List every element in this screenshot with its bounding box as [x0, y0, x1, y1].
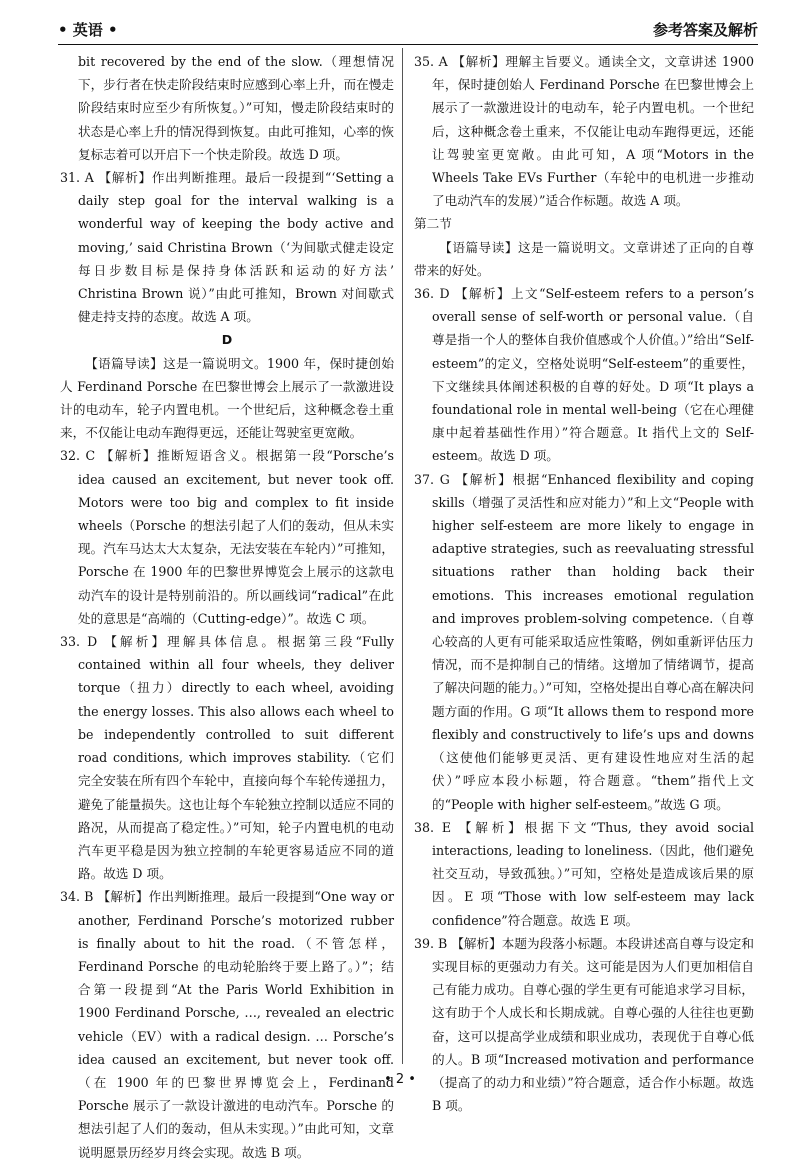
- right-column: [414, 50, 754, 1117]
- left-column: [60, 50, 394, 1164]
- reading-guide-2: 【语篇导读】这是一篇说明文。文章讲述了正向的自尊带来的好处。: [414, 239, 754, 278]
- column-divider: [402, 48, 403, 1064]
- header-subject: • 英语 •: [58, 21, 118, 39]
- reading-guide-d: 【语篇导读】这是一篇说明文。1900 年，保时捷创始人 Ferdinand Porsche 在巴黎世博会上展示了一款激进设计的电动车，轮子内置电机。一个世纪后，这种概念卷土重来，不仅能让电动车跑得更远，还能让驾驶室更宽敞。: [60, 355, 394, 441]
- answer-33: 33. D 【解析】理解具体信息。根据第三段“Fully contained within all four wheels, they deliver torque（扭力）directly to each wheel, avoiding the energy losses. This also allows each wheel to be independently controlled to suit different road conditions, which improves stability.（它们完全安装在所有四个车轮中，直接向每个车轮传递扭力，避免了能量损失。这也让每个车轮独立控制以适应不同的路况，从而提高了稳定性。）”可知，轮子内置电机的电动汽车更平稳是因为独立控制的车轮更容易适应不同的道路。故选 D 项。: [60, 634, 394, 882]
- answer-31: 31. A 【解析】作出判断推理。最后一段提到“‘Setting a daily step goal for the interval walking is a wonderful way of keeping the body active and moving,’ said Christina Brown（‘为间歇式健走设定每日步数目标是保持身体活跃和运动的好方法’ Christina Brown 说）”由此可推知，Brown 对间歇式健走持支持的态度。故选 A 项。: [60, 170, 394, 325]
- header-title: 参考答案及解析: [652, 21, 758, 39]
- section-2-heading: 第二节: [414, 216, 452, 232]
- answer-39: 39. B 【解析】本题为段落小标题。本段讲述高自尊与设定和实现目标的更强动力有关。这可能是因为人们更加相信自己有能力成功。自尊心强的学生更有可能追求学习目标，这有助于个人成长和长期成就。自尊心强的人往往也更勤奋，这可以提高学业成绩和职业成功，表现优于自尊心低的人。B 项“Increased motivation and performance（提高了的动力和业绩）”符合题意，适合作小标题。故选 B 项。: [414, 935, 754, 1114]
- answer-34: 34. B 【解析】作出判断推理。最后一段提到“One way or another, Ferdinand Porsche’s motorized rubber is finally about to hit the road.（不管怎样，Ferdinand Porsche 的电动轮胎终于要上路了。）”；结合第一段提到“At the Paris World Exhibition in 1900 Ferdinand Porsche, …, revealed an electric vehicle（EV）with a radical design. … Porsche’s idea caused an excitement, but never took off.（在 1900 年的巴黎世界博览会上，Ferdinand Porsche 展示了一款设计激进的电动汽车。Porsche 的想法引起了人们的轰动，但从未实现。）”由此可知，文章说明愿景历经岁月终会实现。故选 B 项。: [60, 889, 394, 1160]
- section-d-heading: D: [221, 332, 233, 348]
- answer-35: 35. A 【解析】理解主旨要义。通读全文，文章讲述 1900 年，保时捷创始人 Ferdinand Porsche 在巴黎世博会上展示了一款激进设计的电动车，轮子内置电机。一个世纪后，这种概念卷土重来，不仅能让电动车跑得更远，还能让驾驶室更宽敞。由此可知，A 项“Motors in the Wheels Take EVs Further（车轮中的电机进一步推动了电动汽车的发展）”适合作标题。故选 A 项。: [414, 54, 754, 209]
- answer-36: 36. D 【解析】上文“Self-esteem refers to a person’s overall sense of self-worth or personal value.（自尊是指一个人的整体自我价值感或个人价值。）”给出“Self-esteem”的定义，空格处说明“Self-esteem”的重要性，下文继续具体阐述积极的自尊的好处。D 项“It plays a foundational role in mental well-being（它在心理健康中起着基础性作用）”符合题意。It 指代上文的 Self-esteem。故选 D 项。: [414, 286, 754, 464]
- page-header: [58, 16, 758, 40]
- header-rule: [58, 44, 758, 45]
- answer-32: 32. C 【解析】推断短语含义。根据第一段“Porsche’s idea caused an excitement, but never took off. Motors were too big and complex to fit inside wheels（Porsche 的想法引起了人们的轰动，但从未实现。汽车马达太大太复杂，无法安装在车轮内）”可推知，Porsche 在 1900 年的巴黎世界博览会上展示的这款电动汽车的设计是特别前沿的。所以画线词“radical”在此处的意思是“高端的（Cutting-edge）”。故选 C 项。: [60, 448, 394, 626]
- page-number: • 2 •: [384, 1072, 416, 1087]
- answer-37: 37. G 【解析】根据“Enhanced flexibility and coping skills（增强了灵活性和应对能力）”和上文“People with higher self-esteem are more likely to engage in adaptive strategies, such as reevaluating stressful situations rather than holding back their emotions. This increases emotional regulation and improves problem-solving competence.（自尊心较高的人更有可能采取适应性策略，例如重新评估压力情况，而不是抑制自己的情绪。这增加了情绪调节，提高了解决问题的能力。）”可知，空格处提出自尊心高在解决问题方面的作用。G 项“It allows them to respond more flexibly and constructively to life’s ups and downs（这使他们能够更灵活、更有建设性地应对生活的起伏）”呼应本段小标题，符合题意。“them”指代上文的“People with higher self-esteem。”故选 G 项。: [414, 471, 754, 812]
- continued-explanation: bit recovered by the end of the slow.（理想情况下，步行者在快走阶段结束时应感到心率上升，而在慢走阶段结束时应至少有所恢复。）”可知，慢走阶段结束时的状态是心率上升的情况得到恢复。由此可推知，心率的恢复标志着可以开启下一个快走阶段。故选 D 项。: [78, 54, 394, 162]
- answer-38: 38. E 【解析】根据下文“Thus, they avoid social interactions, leading to loneliness.（因此，他们避免社交互动，导致孤独。）”可知，空格处是造成该后果的原因。E 项“Those with low self-esteem may lack confidence”符合题意。故选 E 项。: [414, 819, 754, 928]
